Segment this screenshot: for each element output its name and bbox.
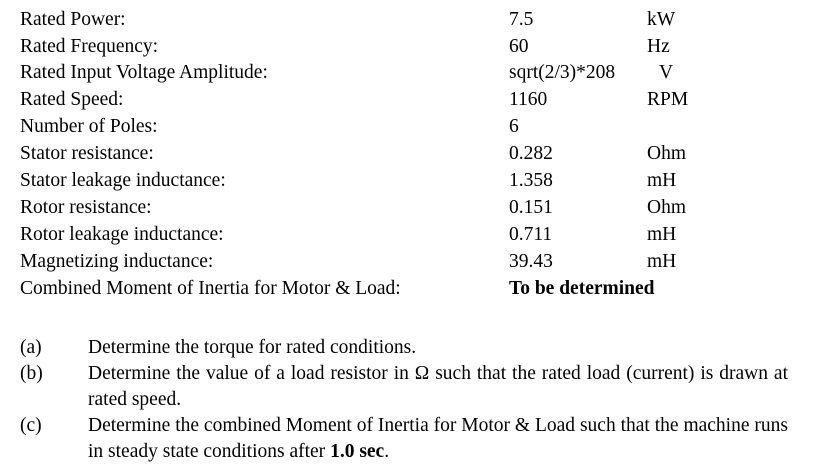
parameter-row-rotor-leakage-inductance — [20, 221, 810, 248]
parameter-value: 7.5 — [509, 9, 534, 30]
parameter-unit: mH — [647, 224, 677, 245]
parameter-row-number-of-poles — [20, 113, 810, 140]
parameter-label: Number of Poles: — [20, 116, 158, 137]
parameter-value: sqrt(2/3)*208 — [509, 62, 616, 83]
parameter-label: Rated Input Voltage Amplitude: — [20, 62, 268, 83]
question-text-end: . — [384, 441, 390, 462]
question-text-main: Determine the combined Moment of Inertia for Motor & Load such that the machine runs in steady state conditions after — [88, 415, 788, 462]
parameter-label: Rated Frequency: — [20, 36, 159, 57]
parameter-label: Rotor leakage inductance: — [20, 224, 224, 245]
parameter-unit: RPM — [647, 89, 689, 110]
parameter-value: 6 — [509, 116, 519, 137]
parameter-value: 60 — [509, 36, 529, 57]
parameter-unit: mH — [647, 251, 677, 272]
parameter-row-magnetizing-inductance — [20, 248, 810, 275]
parameter-value: 39.43 — [509, 251, 553, 272]
parameter-value: 1160 — [509, 89, 548, 110]
parameter-label: Rated Speed: — [20, 89, 124, 110]
parameter-value: 0.282 — [509, 143, 553, 164]
parameter-row-rated-power — [20, 6, 810, 33]
parameter-label: Stator resistance: — [20, 143, 154, 164]
parameter-table — [20, 6, 810, 302]
question-text: Determine the torque for rated conditions. — [88, 337, 417, 358]
parameter-unit: Ohm — [647, 143, 686, 164]
question-text: Determine the value of a load resistor in Ω such that the rated load (current) is drawn at rated speed. — [88, 363, 788, 410]
question-c — [20, 413, 788, 465]
question-letter: (c) — [20, 415, 42, 436]
parameter-unit: V — [659, 62, 674, 83]
parameter-unit: mH — [647, 170, 677, 191]
parameter-value: 0.711 — [509, 224, 553, 245]
parameter-row-rotor-resistance — [20, 194, 810, 221]
parameter-value: To be determined — [509, 278, 655, 299]
parameter-row-rated-frequency — [20, 33, 810, 60]
parameter-row-rated-voltage — [20, 60, 810, 86]
parameter-label: Stator leakage inductance: — [20, 170, 226, 191]
parameter-value: 1.358 — [509, 170, 553, 191]
parameter-label: Rated Power: — [20, 9, 126, 30]
parameter-label: Magnetizing inductance: — [20, 251, 214, 272]
question-a — [20, 335, 788, 361]
parameter-unit: kW — [647, 9, 676, 30]
parameter-label: Rotor resistance: — [20, 197, 152, 218]
question-letter: (b) — [20, 363, 43, 384]
question-list — [20, 335, 788, 465]
parameter-row-rated-speed — [20, 86, 810, 113]
parameter-value: 0.151 — [509, 197, 553, 218]
parameter-row-stator-leakage-inductance — [20, 167, 810, 194]
parameter-label: Combined Moment of Inertia for Motor & Load: — [20, 278, 401, 299]
parameter-row-moment-of-inertia — [20, 275, 810, 302]
parameter-unit: Ohm — [647, 197, 686, 218]
question-text-emphasis: 1.0 sec — [330, 441, 385, 462]
parameter-row-stator-resistance — [20, 140, 810, 167]
question-text — [88, 413, 788, 465]
question-b — [20, 361, 788, 413]
question-letter: (a) — [20, 337, 42, 358]
parameter-unit: Hz — [647, 36, 670, 57]
